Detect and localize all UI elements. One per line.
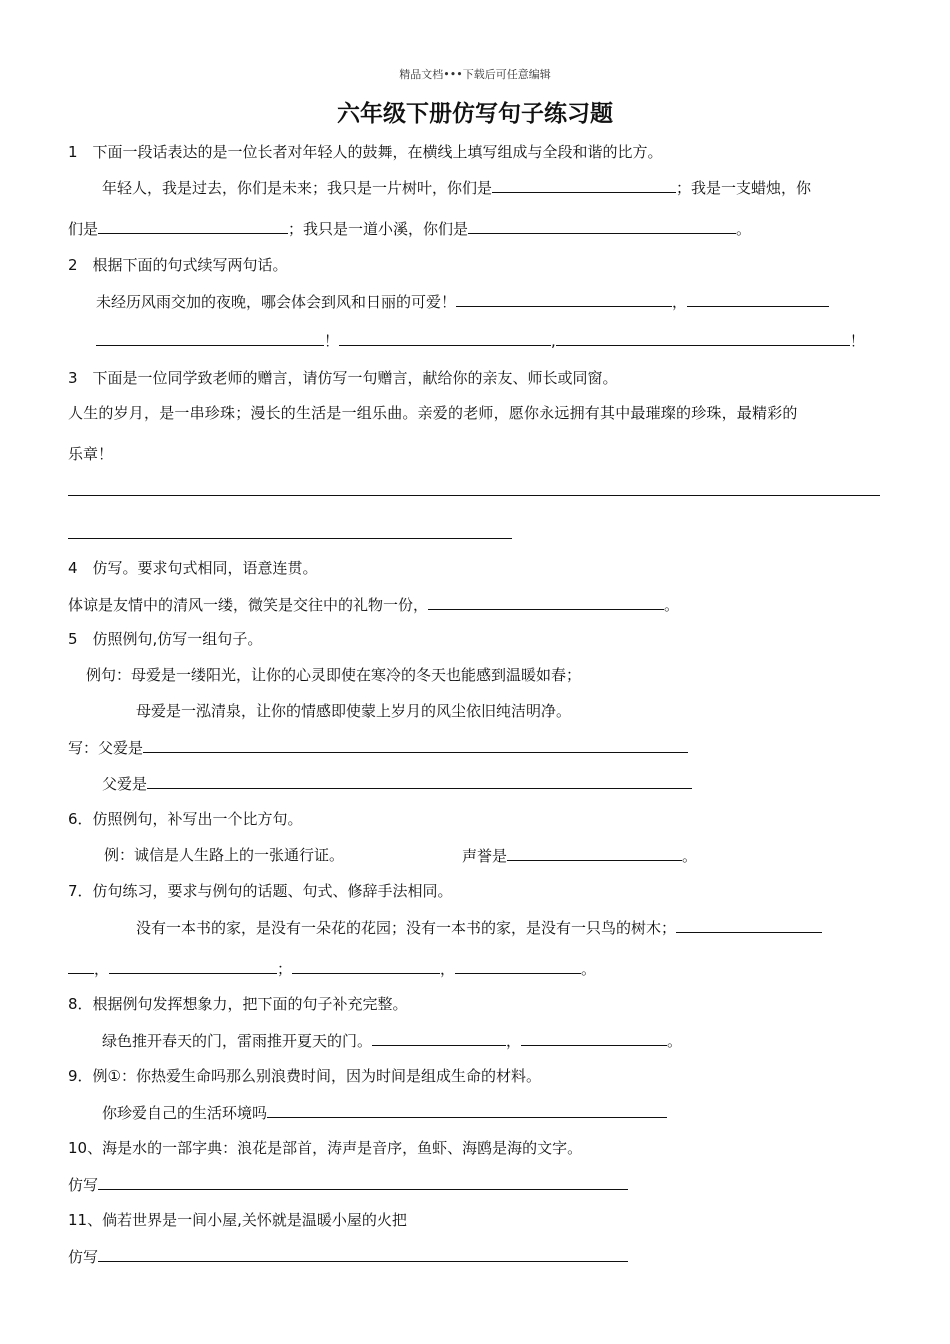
q2-blank-2[interactable] [687, 291, 829, 307]
q5-text-a: 写：父爱是 [68, 739, 144, 757]
q4-blank[interactable] [428, 594, 664, 610]
q4-prompt: 4 仿写。要求句式相同，语意连贯。 [68, 559, 318, 577]
q2-line2 [96, 330, 865, 351]
q7-blank-1[interactable] [676, 917, 822, 933]
q9-text-a: 你珍爱自己的生活环境吗 [102, 1104, 268, 1122]
q6-prompt: 6．仿照例句，补写出一个比方句。 [68, 810, 303, 828]
q6-fill [462, 845, 697, 866]
page-title: 六年级下册仿写句子练习题 [337, 100, 613, 127]
q7-blank-4[interactable] [292, 958, 440, 974]
q1-text-c: 们是 [68, 220, 99, 238]
q2-line1 [96, 291, 829, 312]
q7-blank-5[interactable] [455, 958, 581, 974]
q5-prompt: 5 仿照例句,仿写一组句子。 [68, 630, 263, 648]
q9-line1 [102, 1102, 667, 1123]
q7-text-d: ， [440, 960, 456, 978]
q8-text-b: ， [506, 1032, 522, 1050]
q2-blank-5[interactable] [556, 330, 850, 346]
q10-line1 [68, 1174, 628, 1195]
q7-line2 [68, 958, 596, 979]
q8-blank-2[interactable] [521, 1030, 667, 1046]
q3-line2: 乐章！ [68, 445, 114, 463]
q7-text-a: 没有一本书的家，是没有一朵花的花园；没有一本书的家，是没有一只鸟的树木； [136, 919, 677, 937]
q7-text-b: ， [94, 960, 110, 978]
q5-write-1 [68, 737, 688, 758]
q4-text-a: 体谅是友情中的清风一缕，微笑是交往中的礼物一份， [68, 596, 429, 614]
q7-text-e: 。 [581, 960, 597, 978]
q11-text-a: 仿写 [68, 1248, 99, 1266]
q2-text-e: ！ [849, 332, 865, 350]
q8-prompt: 8．根据例句发挥想象力，把下面的句子补充完整。 [68, 995, 408, 1013]
q5-example-1: 例句：母爱是一缕阳光，让你的心灵即使在寒冷的冬天也能感到温暖如春； [86, 666, 582, 684]
q7-line1 [136, 917, 822, 938]
q2-prompt: 2 根据下面的句式续写两句话。 [68, 256, 288, 274]
q4-text-b: 。 [664, 596, 680, 614]
q3-answer-line-1[interactable] [68, 495, 880, 496]
q7-blank-3[interactable] [109, 958, 277, 974]
q7-text-c: ； [277, 960, 293, 978]
q8-text-a: 绿色推开春天的门，雷雨推开夏天的门。 [102, 1032, 373, 1050]
q10-blank[interactable] [98, 1174, 628, 1190]
q2-text-c: ！ [324, 332, 340, 350]
q6-text-b: 。 [682, 847, 698, 865]
q1-line2 [68, 218, 751, 239]
q8-line1 [102, 1030, 682, 1051]
q3-line1: 人生的岁月，是一串珍珠；漫长的生活是一组乐曲。亲爱的老师，愿你永远拥有其中最璀璨的珍珠，最精彩的 [68, 404, 798, 422]
q1-text-b: ；我是一支蜡烛，你 [676, 179, 812, 197]
q5-blank-2[interactable] [147, 773, 692, 789]
q1-line1 [102, 177, 811, 198]
q1-prompt: 1 下面一段话表达的是一位长者对年轻人的鼓舞，在横线上填写组成与全段和谐的比方。 [68, 143, 663, 161]
q1-text-a: 年轻人，我是过去，你们是未来；我只是一片树叶，你们是 [102, 179, 493, 197]
q2-text-a: 未经历风雨交加的夜晚，哪会体会到风和日丽的可爱！ [96, 293, 457, 311]
q3-answer-line-2[interactable] [68, 538, 512, 539]
q2-blank-4[interactable] [339, 330, 551, 346]
q5-example-2: 母爱是一泓清泉，让你的情感即使蒙上岁月的风尘依旧纯洁明净。 [136, 702, 572, 720]
q10-text-a: 仿写 [68, 1176, 99, 1194]
q7-blank-2[interactable] [68, 958, 94, 974]
q2-blank-1[interactable] [456, 291, 672, 307]
q3-prompt: 3 下面是一位同学致老师的赠言，请仿写一句赠言，献给你的亲友、师长或同窗。 [68, 369, 618, 387]
q6-text-a: 声誉是 [462, 847, 508, 865]
page-header: 精品文档•••下载后可任意编辑 [399, 68, 551, 81]
q4-line1 [68, 594, 679, 615]
q5-write-2 [102, 773, 692, 794]
q1-blank-1[interactable] [492, 177, 676, 193]
q2-text-d: , [551, 332, 556, 350]
q1-text-d: ；我只是一道小溪，你们是 [288, 220, 469, 238]
q9-blank[interactable] [267, 1102, 667, 1118]
q8-text-c: 。 [667, 1032, 683, 1050]
q11-prompt: 11、倘若世界是一间小屋,关怀就是温暖小屋的火把 [68, 1211, 407, 1229]
q8-blank-1[interactable] [372, 1030, 506, 1046]
q11-line1 [68, 1246, 628, 1267]
q5-text-b: 父爱是 [102, 775, 148, 793]
q6-blank[interactable] [507, 845, 682, 861]
q1-text-e: 。 [736, 220, 752, 238]
q6-example: 例：诚信是人生路上的一张通行证。 [104, 846, 345, 864]
q2-blank-3[interactable] [96, 330, 324, 346]
q9-prompt: 9．例①：你热爱生命吗那么别浪费时间，因为时间是组成生命的材料。 [68, 1067, 541, 1085]
q5-blank-1[interactable] [143, 737, 688, 753]
q1-blank-3[interactable] [468, 218, 736, 234]
q1-blank-2[interactable] [98, 218, 288, 234]
q11-blank[interactable] [98, 1246, 628, 1262]
q10-prompt: 10、海是水的一部字典：浪花是部首，涛声是音序，鱼虾、海鸥是海的文字。 [68, 1139, 583, 1157]
q2-text-b: ， [672, 293, 688, 311]
q7-prompt: 7．仿句练习，要求与例句的话题、句式、修辞手法相同。 [68, 882, 453, 900]
